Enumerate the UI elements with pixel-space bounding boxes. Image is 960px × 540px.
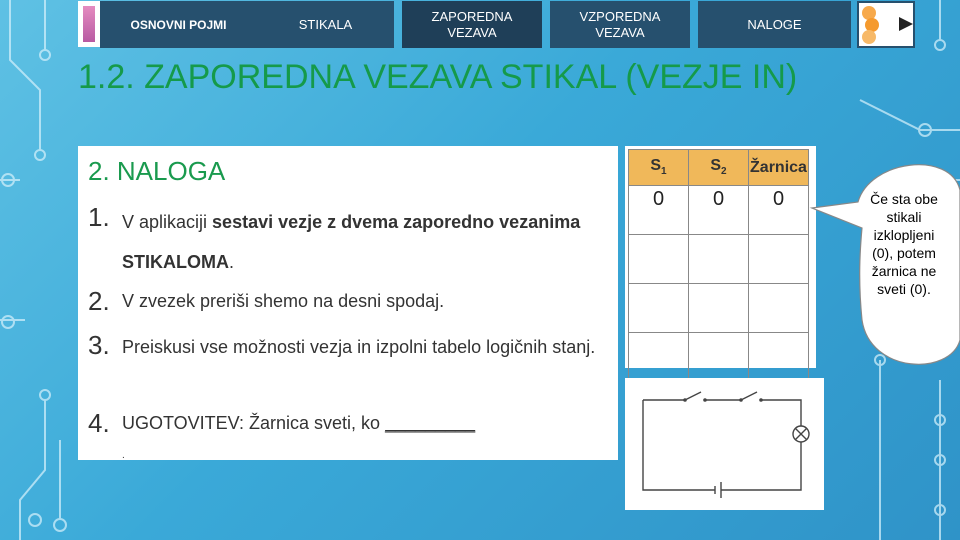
table-cell[interactable]	[689, 333, 749, 382]
table-cell[interactable]	[629, 235, 689, 284]
answer-blank[interactable]: _________	[385, 413, 476, 433]
task-panel: 2. NALOGA 1. V aplikaciji sestavi vezje z dvema zaporedno vezanima STIKALOMA. 2. V zvezek preriši shemo na desni spodaj. 3. Preiskusi vse možnosti vezja in izpolni tabelo logičnih stanj. 4. UGOTOVITEV: Žarnica sveti, ko _________ .	[78, 146, 618, 460]
table-cell[interactable]: 0	[749, 186, 809, 235]
logic-table	[628, 149, 809, 382]
switch-1-icon	[685, 392, 701, 400]
table-row	[629, 235, 809, 284]
table-cell[interactable]	[689, 284, 749, 333]
trailing-dot: .	[122, 450, 125, 461]
nav-button-vzporedna-vezava[interactable]: VZPOREDNA VEZAVA	[550, 1, 690, 48]
table-row	[629, 284, 809, 333]
header-s1: $S_1$	[629, 150, 689, 186]
series-circuit-diagram	[625, 378, 824, 510]
task-heading: 2. NALOGA	[88, 156, 226, 186]
table-cell[interactable]	[689, 235, 749, 284]
table-cell[interactable]	[629, 284, 689, 333]
header-zarnica: Žarnica	[749, 150, 809, 186]
nav-logo[interactable]	[78, 1, 100, 47]
header-s2: $S_2$	[689, 150, 749, 186]
nav-button-osnovni-pojmi[interactable]: OSNOVNI POJMI	[100, 1, 257, 48]
table-cell[interactable]: 0	[629, 186, 689, 235]
nav-button-zaporedna-vezava[interactable]: ZAPOREDNA VEZAVA	[402, 1, 542, 48]
logic-table-panel	[625, 146, 816, 368]
table-row	[629, 186, 809, 235]
circuit-diagram-panel	[625, 378, 824, 510]
next-slide-button[interactable]	[857, 1, 915, 48]
table-row	[629, 333, 809, 382]
page-title: 1.2. ZAPOREDNA VEZAVA STIKAL (VEZJE IN)	[78, 58, 798, 96]
switch-2-icon	[741, 392, 757, 400]
bubble-text: Če sta obe stikali izklopljeni (0), potem žarnica ne sveti (0).	[870, 191, 938, 297]
table-cell[interactable]: 0	[689, 186, 749, 235]
play-next-icon	[859, 3, 913, 46]
nav-button-stikala[interactable]: STIKALA	[257, 1, 394, 48]
table-cell[interactable]	[629, 333, 689, 382]
nav-button-naloge[interactable]: NALOGE	[698, 1, 851, 48]
